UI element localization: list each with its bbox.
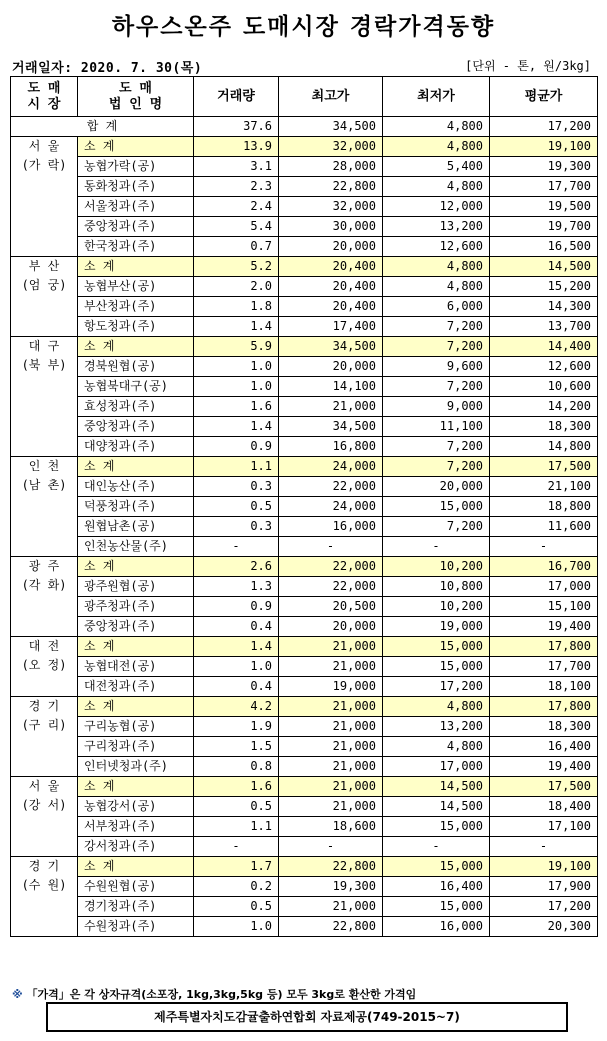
- table-row: [11, 197, 598, 217]
- market-name-line1: 대 전: [28, 639, 60, 653]
- volume-cell: 5.2: [194, 257, 279, 277]
- subtotal-row: [11, 697, 598, 717]
- market-name: [11, 777, 78, 857]
- avg-price-cell: 17,200: [490, 897, 598, 917]
- table-row: [11, 617, 598, 637]
- volume-cell: 1.5: [194, 737, 279, 757]
- subtotal-row: [11, 257, 598, 277]
- volume-cell: 1.4: [194, 637, 279, 657]
- table-row: [11, 837, 598, 857]
- table-row: [11, 657, 598, 677]
- table-row: [11, 297, 598, 317]
- corp-name: 소 계: [78, 697, 194, 717]
- corp-name: 소 계: [78, 137, 194, 157]
- volume-cell: 1.3: [194, 577, 279, 597]
- table-row: [11, 237, 598, 257]
- volume-cell: 0.9: [194, 597, 279, 617]
- subtotal-row: [11, 857, 598, 877]
- header-market-line1: 도 매: [27, 80, 61, 96]
- corp-name: 효성청과(주): [78, 397, 194, 417]
- avg-price-cell: 21,100: [490, 477, 598, 497]
- min-price-cell: 9,600: [383, 357, 490, 377]
- max-price-cell: 21,000: [279, 897, 383, 917]
- header-market-line2: 시 장: [27, 96, 61, 112]
- market-name-line1: 경 기: [28, 699, 60, 713]
- min-price-cell: 12,000: [383, 197, 490, 217]
- volume-cell: 1.4: [194, 317, 279, 337]
- table-row: [11, 177, 598, 197]
- table-row: [11, 417, 598, 437]
- avg-price-cell: 18,300: [490, 717, 598, 737]
- page-title: 하우스온주 도매시장 경락가격동향: [111, 14, 496, 40]
- max-price-cell: -: [279, 537, 383, 557]
- corp-name: 소 계: [78, 257, 194, 277]
- min-price-cell: 10,800: [383, 577, 490, 597]
- corp-name: 대전청과(주): [78, 677, 194, 697]
- min-price-cell: 7,200: [383, 377, 490, 397]
- max-price-cell: 21,000: [279, 757, 383, 777]
- market-name: [11, 557, 78, 637]
- volume-cell: 1.4: [194, 417, 279, 437]
- corp-name: 소 계: [78, 457, 194, 477]
- max-price-cell: 19,000: [279, 677, 383, 697]
- volume-cell: 2.3: [194, 177, 279, 197]
- subtotal-row: [11, 777, 598, 797]
- market-name-line1: 광 주: [28, 559, 60, 573]
- corp-name: 소 계: [78, 637, 194, 657]
- volume-cell: 1.0: [194, 917, 279, 937]
- avg-price-cell: 17,700: [490, 177, 598, 197]
- corp-name: 원협남촌(공): [78, 517, 194, 537]
- max-price-cell: 30,000: [279, 217, 383, 237]
- market-name-line2: (남 촌): [21, 478, 67, 492]
- corp-name: 농협부산(공): [78, 277, 194, 297]
- table-row: [11, 577, 598, 597]
- avg-price-cell: 19,400: [490, 757, 598, 777]
- subtotal-row: [11, 557, 598, 577]
- volume-cell: 0.4: [194, 677, 279, 697]
- market-name-line2: (북 부): [21, 358, 67, 372]
- market-name-line1: 서 울: [28, 139, 60, 153]
- min-price-cell: 20,000: [383, 477, 490, 497]
- avg-price-cell: 17,500: [490, 777, 598, 797]
- avg-price-cell: 10,600: [490, 377, 598, 397]
- market-name-line2: (엄 궁): [21, 278, 67, 292]
- min-price-cell: 16,000: [383, 917, 490, 937]
- min-price-cell: 14,500: [383, 797, 490, 817]
- min-price-cell: 10,200: [383, 557, 490, 577]
- table-row: [11, 737, 598, 757]
- table-row: [11, 497, 598, 517]
- avg-price-cell: 15,200: [490, 277, 598, 297]
- min-price-cell: 4,800: [383, 257, 490, 277]
- table-row: [11, 397, 598, 417]
- corp-name: 중앙청과(주): [78, 217, 194, 237]
- volume-cell: 1.0: [194, 357, 279, 377]
- market-name: [11, 337, 78, 457]
- corp-name: 인터넷청과(주): [78, 757, 194, 777]
- volume-cell: 0.5: [194, 497, 279, 517]
- header-corp: [78, 77, 194, 117]
- total-avg: 17,200: [490, 117, 598, 137]
- volume-cell: 0.2: [194, 877, 279, 897]
- avg-price-cell: -: [490, 537, 598, 557]
- avg-price-cell: 16,400: [490, 737, 598, 757]
- header-max: 최고가: [279, 77, 383, 117]
- min-price-cell: 7,200: [383, 517, 490, 537]
- min-price-cell: 15,000: [383, 857, 490, 877]
- corp-name: 서울청과(주): [78, 197, 194, 217]
- max-price-cell: 21,000: [279, 397, 383, 417]
- volume-cell: 0.4: [194, 617, 279, 637]
- market-name: [11, 137, 78, 257]
- avg-price-cell: 17,700: [490, 657, 598, 677]
- min-price-cell: 4,800: [383, 137, 490, 157]
- avg-price-cell: 14,800: [490, 437, 598, 457]
- min-price-cell: 7,200: [383, 317, 490, 337]
- total-max: 34,500: [279, 117, 383, 137]
- corp-name: 소 계: [78, 857, 194, 877]
- table-row: [11, 717, 598, 737]
- market-name-line1: 부 산: [28, 259, 60, 273]
- corp-name: 동화청과(주): [78, 177, 194, 197]
- max-price-cell: 22,000: [279, 577, 383, 597]
- table-row: [11, 277, 598, 297]
- avg-price-cell: 18,800: [490, 497, 598, 517]
- corp-name: 농협가락(공): [78, 157, 194, 177]
- total-row: [11, 117, 598, 137]
- volume-cell: 13.9: [194, 137, 279, 157]
- min-price-cell: 15,000: [383, 497, 490, 517]
- volume-cell: 0.5: [194, 897, 279, 917]
- min-price-cell: 14,500: [383, 777, 490, 797]
- avg-price-cell: 17,900: [490, 877, 598, 897]
- max-price-cell: 20,500: [279, 597, 383, 617]
- corp-name: 광주청과(주): [78, 597, 194, 617]
- trade-date: 거래일자: 2020. 7. 30(목): [12, 61, 203, 76]
- corp-name: 소 계: [78, 337, 194, 357]
- corp-name: 소 계: [78, 777, 194, 797]
- max-price-cell: 21,000: [279, 737, 383, 757]
- header-market: [11, 77, 78, 117]
- max-price-cell: 22,800: [279, 177, 383, 197]
- max-price-cell: 20,000: [279, 357, 383, 377]
- note-mark: ※: [12, 988, 23, 1001]
- avg-price-cell: 12,600: [490, 357, 598, 377]
- total-volume: 37.6: [194, 117, 279, 137]
- volume-cell: 3.1: [194, 157, 279, 177]
- max-price-cell: 21,000: [279, 697, 383, 717]
- volume-cell: 2.0: [194, 277, 279, 297]
- max-price-cell: 21,000: [279, 637, 383, 657]
- table-header-row: [11, 77, 598, 117]
- subtotal-row: [11, 337, 598, 357]
- volume-cell: 5.4: [194, 217, 279, 237]
- min-price-cell: 15,000: [383, 897, 490, 917]
- max-price-cell: 21,000: [279, 797, 383, 817]
- volume-cell: 4.2: [194, 697, 279, 717]
- volume-cell: 0.3: [194, 517, 279, 537]
- volume-cell: 1.0: [194, 657, 279, 677]
- total-min: 4,800: [383, 117, 490, 137]
- min-price-cell: 4,800: [383, 277, 490, 297]
- header-corp-line2: 법 인 명: [108, 96, 163, 112]
- volume-cell: 5.9: [194, 337, 279, 357]
- min-price-cell: 17,000: [383, 757, 490, 777]
- avg-price-cell: 20,300: [490, 917, 598, 937]
- corp-name: 중앙청과(주): [78, 617, 194, 637]
- max-price-cell: 32,000: [279, 137, 383, 157]
- total-label: 합 계: [11, 117, 194, 137]
- price-table: [10, 76, 598, 937]
- corp-name: 대양청과(주): [78, 437, 194, 457]
- avg-price-cell: 14,200: [490, 397, 598, 417]
- volume-cell: 0.7: [194, 237, 279, 257]
- min-price-cell: 15,000: [383, 637, 490, 657]
- table-row: [11, 597, 598, 617]
- volume-cell: 1.7: [194, 857, 279, 877]
- min-price-cell: 13,200: [383, 217, 490, 237]
- table-row: [11, 157, 598, 177]
- market-name-line1: 대 구: [28, 339, 60, 353]
- volume-cell: 0.5: [194, 797, 279, 817]
- avg-price-cell: 14,300: [490, 297, 598, 317]
- table-row: [11, 877, 598, 897]
- min-price-cell: 4,800: [383, 697, 490, 717]
- max-price-cell: -: [279, 837, 383, 857]
- market-name: [11, 857, 78, 937]
- min-price-cell: 10,200: [383, 597, 490, 617]
- avg-price-cell: 19,100: [490, 857, 598, 877]
- max-price-cell: 21,000: [279, 657, 383, 677]
- table-row: [11, 477, 598, 497]
- max-price-cell: 20,400: [279, 297, 383, 317]
- min-price-cell: 11,100: [383, 417, 490, 437]
- table-row: [11, 217, 598, 237]
- volume-cell: 1.9: [194, 717, 279, 737]
- subtotal-row: [11, 637, 598, 657]
- table-row: [11, 897, 598, 917]
- avg-price-cell: 14,500: [490, 257, 598, 277]
- avg-price-cell: 14,400: [490, 337, 598, 357]
- corp-name: 경기청과(주): [78, 897, 194, 917]
- corp-name: 농협대전(공): [78, 657, 194, 677]
- market-name: [11, 257, 78, 337]
- corp-name: 덕풍청과(주): [78, 497, 194, 517]
- min-price-cell: 7,200: [383, 337, 490, 357]
- table-row: [11, 437, 598, 457]
- min-price-cell: 17,200: [383, 677, 490, 697]
- note-text: 「가격」은 각 상자규격(소포장, 1kg,3kg,5kg 등) 모두 3kg로 환산한 가격임: [26, 988, 417, 1001]
- volume-cell: 2.6: [194, 557, 279, 577]
- avg-price-cell: 18,300: [490, 417, 598, 437]
- max-price-cell: 18,600: [279, 817, 383, 837]
- table-row: [11, 377, 598, 397]
- subtotal-row: [11, 457, 598, 477]
- table-row: [11, 677, 598, 697]
- market-name-line1: 인 천: [28, 459, 60, 473]
- table-row: [11, 317, 598, 337]
- avg-price-cell: 17,800: [490, 637, 598, 657]
- table-row: [11, 357, 598, 377]
- min-price-cell: 6,000: [383, 297, 490, 317]
- unit-label: [단위 - 톤, 원/3kg]: [465, 59, 591, 73]
- avg-price-cell: 19,700: [490, 217, 598, 237]
- avg-price-cell: 17,000: [490, 577, 598, 597]
- table-row: [11, 797, 598, 817]
- market-name-line2: (강 서): [21, 798, 67, 812]
- min-price-cell: 15,000: [383, 817, 490, 837]
- corp-name: 구리청과(주): [78, 737, 194, 757]
- market-name: [11, 637, 78, 697]
- max-price-cell: 20,400: [279, 277, 383, 297]
- min-price-cell: 19,000: [383, 617, 490, 637]
- market-name: [11, 697, 78, 777]
- corp-name: 경북원협(공): [78, 357, 194, 377]
- market-name-line2: (각 화): [21, 578, 67, 592]
- volume-cell: 0.3: [194, 477, 279, 497]
- corp-name: 강서청과(주): [78, 837, 194, 857]
- corp-name: 수원청과(주): [78, 917, 194, 937]
- max-price-cell: 22,800: [279, 917, 383, 937]
- min-price-cell: 13,200: [383, 717, 490, 737]
- avg-price-cell: 17,100: [490, 817, 598, 837]
- max-price-cell: 34,500: [279, 417, 383, 437]
- max-price-cell: 24,000: [279, 457, 383, 477]
- min-price-cell: 5,400: [383, 157, 490, 177]
- table-row: [11, 517, 598, 537]
- max-price-cell: 19,300: [279, 877, 383, 897]
- max-price-cell: 20,000: [279, 237, 383, 257]
- min-price-cell: -: [383, 537, 490, 557]
- market-name-line2: (가 락): [21, 158, 67, 172]
- avg-price-cell: 19,400: [490, 617, 598, 637]
- corp-name: 농협강서(공): [78, 797, 194, 817]
- avg-price-cell: 16,500: [490, 237, 598, 257]
- corp-name: 소 계: [78, 557, 194, 577]
- min-price-cell: 7,200: [383, 437, 490, 457]
- corp-name: 항도청과(주): [78, 317, 194, 337]
- corp-name: 농협북대구(공): [78, 377, 194, 397]
- corp-name: 인천농산물(주): [78, 537, 194, 557]
- header-avg: 평균가: [490, 77, 598, 117]
- market-name-line2: (오 정): [21, 658, 67, 672]
- avg-price-cell: 19,500: [490, 197, 598, 217]
- market-name-line1: 경 기: [28, 859, 60, 873]
- corp-name: 서부청과(주): [78, 817, 194, 837]
- avg-price-cell: 19,100: [490, 137, 598, 157]
- volume-cell: 2.4: [194, 197, 279, 217]
- market-name: [11, 457, 78, 557]
- min-price-cell: 16,400: [383, 877, 490, 897]
- max-price-cell: 22,800: [279, 857, 383, 877]
- header-min: 최저가: [383, 77, 490, 117]
- corp-name: 구리농협(공): [78, 717, 194, 737]
- min-price-cell: -: [383, 837, 490, 857]
- max-price-cell: 21,000: [279, 777, 383, 797]
- max-price-cell: 16,000: [279, 517, 383, 537]
- max-price-cell: 22,000: [279, 557, 383, 577]
- avg-price-cell: 19,300: [490, 157, 598, 177]
- max-price-cell: 32,000: [279, 197, 383, 217]
- table-row: [11, 817, 598, 837]
- volume-cell: -: [194, 537, 279, 557]
- source-box: 제주특별자치도감귤출하연합회 자료제공(749-2015~7): [46, 1002, 568, 1032]
- table-row: [11, 757, 598, 777]
- corp-name: 중앙청과(주): [78, 417, 194, 437]
- min-price-cell: 4,800: [383, 177, 490, 197]
- volume-cell: 1.1: [194, 457, 279, 477]
- volume-cell: 1.6: [194, 777, 279, 797]
- market-name-line1: 서 울: [28, 779, 60, 793]
- avg-price-cell: 18,400: [490, 797, 598, 817]
- avg-price-cell: 15,100: [490, 597, 598, 617]
- volume-cell: 1.1: [194, 817, 279, 837]
- max-price-cell: 14,100: [279, 377, 383, 397]
- subtotal-row: [11, 137, 598, 157]
- min-price-cell: 7,200: [383, 457, 490, 477]
- min-price-cell: 9,000: [383, 397, 490, 417]
- max-price-cell: 20,000: [279, 617, 383, 637]
- avg-price-cell: 18,100: [490, 677, 598, 697]
- table-row: [11, 537, 598, 557]
- price-note: [12, 986, 416, 1002]
- header-volume: 거래량: [194, 77, 279, 117]
- table-row: [11, 917, 598, 937]
- corp-name: 수원원협(공): [78, 877, 194, 897]
- max-price-cell: 20,400: [279, 257, 383, 277]
- corp-name: 부산청과(주): [78, 297, 194, 317]
- min-price-cell: 12,600: [383, 237, 490, 257]
- volume-cell: 0.9: [194, 437, 279, 457]
- min-price-cell: 4,800: [383, 737, 490, 757]
- volume-cell: -: [194, 837, 279, 857]
- avg-price-cell: 16,700: [490, 557, 598, 577]
- volume-cell: 0.8: [194, 757, 279, 777]
- max-price-cell: 21,000: [279, 717, 383, 737]
- max-price-cell: 34,500: [279, 337, 383, 357]
- volume-cell: 1.8: [194, 297, 279, 317]
- header-corp-line1: 도 매: [119, 80, 152, 96]
- max-price-cell: 24,000: [279, 497, 383, 517]
- max-price-cell: 16,800: [279, 437, 383, 457]
- max-price-cell: 28,000: [279, 157, 383, 177]
- corp-name: 광주원협(공): [78, 577, 194, 597]
- corp-name: 대인농산(주): [78, 477, 194, 497]
- volume-cell: 1.0: [194, 377, 279, 397]
- min-price-cell: 15,000: [383, 657, 490, 677]
- avg-price-cell: 13,700: [490, 317, 598, 337]
- avg-price-cell: 11,600: [490, 517, 598, 537]
- market-name-line2: (수 원): [21, 878, 67, 892]
- corp-name: 한국청과(주): [78, 237, 194, 257]
- max-price-cell: 22,000: [279, 477, 383, 497]
- avg-price-cell: -: [490, 837, 598, 857]
- volume-cell: 1.6: [194, 397, 279, 417]
- avg-price-cell: 17,500: [490, 457, 598, 477]
- avg-price-cell: 17,800: [490, 697, 598, 717]
- max-price-cell: 17,400: [279, 317, 383, 337]
- market-name-line2: (구 리): [21, 718, 67, 732]
